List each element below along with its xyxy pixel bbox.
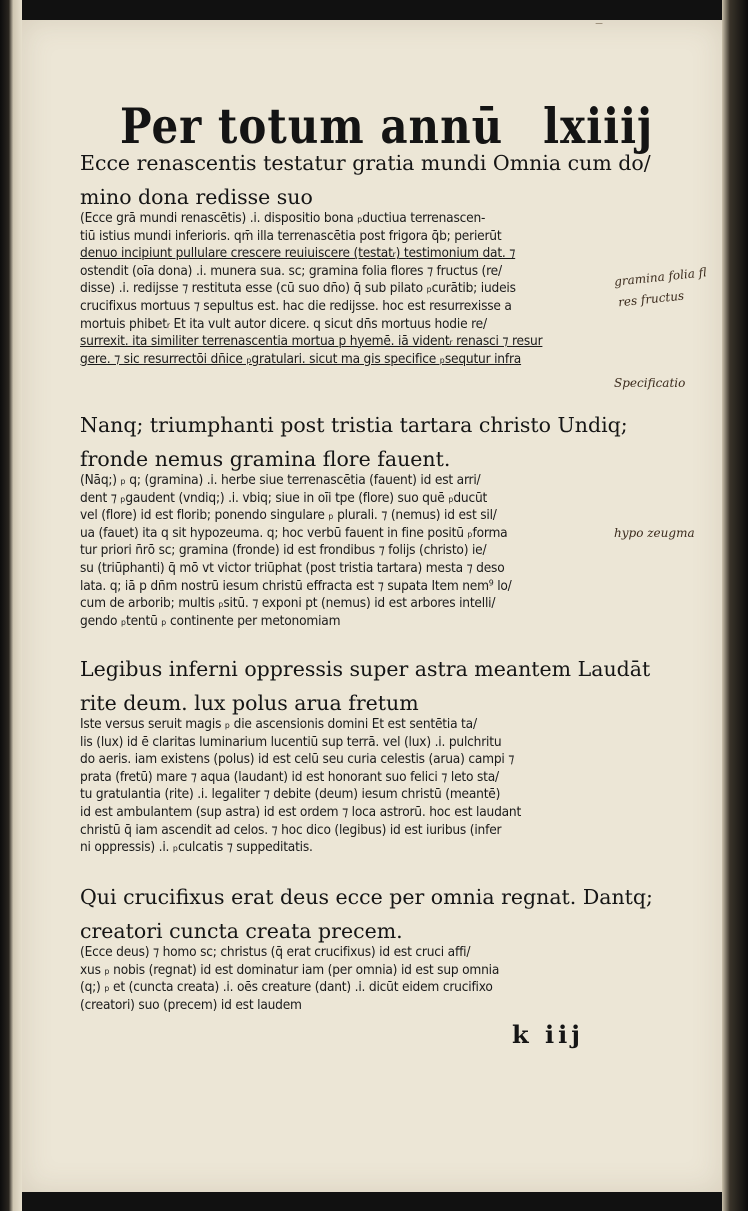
- gloss-1: [80, 210, 636, 368]
- gloss-line: surrexit. ita similiter terrenascentia mortua p hyemē. iā videntᵣ renasci ⁊ resur: [80, 333, 543, 350]
- gloss-line: gendo ₚtentū ₚ continente per metonomiam: [80, 612, 341, 629]
- gloss-line: gere. ⁊ sic resurrectōi dn̄ice ₚgratulari. sicut ma gis specifice ₚsequtur infra: [80, 350, 522, 367]
- gloss-line: ua (fauet) ita q sit hypozeuma. q; hoc verbū fauent in fine positū ₚforma: [80, 524, 508, 541]
- gloss-line: Iste versus seruit magis ₚ die ascensionis domini Et est sentētia ta/: [80, 716, 477, 732]
- verse-line: creatori cuncta creata precem.: [80, 919, 403, 943]
- verse-3: [80, 652, 651, 720]
- gloss-3: [80, 716, 636, 857]
- gloss-line: crucifixus mortuus ⁊ sepultus est. hac die redijsse. hoc est resurrexisse a: [80, 297, 512, 314]
- gloss-line: lis (lux) id ē claritas luminarium lucentiū sup terrā. vel (lux) .i. pulchritu: [80, 733, 502, 750]
- marginal-note: gramina folia fl: [613, 265, 708, 289]
- gloss-line: lata. q; iā p dn̄m nostrū iesum christū effracta est ⁊ supata Item nem⁹ lo/: [80, 577, 512, 594]
- verse-1: [80, 146, 651, 214]
- gloss-line: su (triūphanti) q̄ mō vt victor triūphat (post tristia tartara) mesta ⁊ deso: [80, 559, 505, 576]
- gloss-2: [80, 472, 636, 630]
- verse-line: mino dona redisse suo: [80, 185, 313, 209]
- corner-mark: ͞͞: [596, 20, 598, 33]
- gloss-line: disse) .i. redijsse ⁊ restituta esse (cū suo dn̄o) q̄ sub pilato ₚcurātib; iudeis: [80, 280, 516, 297]
- signature-mark: k iij: [512, 1020, 584, 1049]
- gloss-line: cum de arborib; multis ₚsitū. ⁊ exponi pt (nemus) id est arbores intelli/: [80, 595, 496, 612]
- right-page-edge: [722, 0, 748, 1211]
- gloss-line: id est ambulantem (sup astra) id est ordem ⁊ loca astrorū. hoc est laudant: [80, 803, 522, 820]
- marginal-note: res fructus: [617, 288, 685, 310]
- gloss-line: mortuis phibetᵣ Et ita vult autor dicere. q sicut dn̄s mortuus hodie re/: [80, 315, 487, 332]
- left-page-edge: [0, 0, 22, 1211]
- book-page: [22, 20, 722, 1192]
- verse-2: [80, 408, 632, 476]
- marginal-note: hypo zeugma: [614, 526, 695, 540]
- gloss-line: prata (fretū) mare ⁊ aqua (laudant) id est honorant suo felici ⁊ leto sta/: [80, 768, 499, 785]
- running-head-title: Per totum annū: [120, 98, 504, 155]
- verse-line: Ecce renascentis testatur gratia mundi Omnia cum do/: [80, 151, 651, 175]
- gloss-line: tiū istius mundi inferioris. qm̄ illa terrenascētia post frigora q̄b; perierūt: [80, 227, 502, 244]
- verse-4: [80, 880, 653, 948]
- gloss-line: (Ecce grā mundi renascētis) .i. dispositio bona ₚductiua terrenascen-: [80, 210, 486, 226]
- gloss-4: [80, 944, 636, 1014]
- gloss-line: vel (flore) id est florib; ponendo singulare ₚ plurali. ⁊ (nemus) id est sil/: [80, 507, 497, 524]
- gloss-line: tu gratulantia (rite) .i. legaliter ⁊ debite (deum) iesum christū (meantē): [80, 786, 501, 803]
- verse-line: Qui crucifixus erat deus ecce per omnia regnat. Dantq;: [80, 885, 653, 909]
- verse-line: Nanq; triumphanti post tristia tartara christo Undiq;: [80, 413, 628, 437]
- gloss-line: (creatori) suo (precem) id est laudem: [80, 996, 302, 1013]
- verse-line: rite deum. lux polus arua fretum: [80, 691, 419, 715]
- gloss-line: tur priori n̄rō sc; gramina (fronde) id est frondibus ⁊ folijs (christo) ie/: [80, 542, 487, 559]
- verse-line: Legibus inferni oppressis super astra meantem Laudāt: [80, 657, 651, 681]
- folio-number: lxiiij: [543, 98, 654, 155]
- verse-line: fronde nemus gramina flore fauent.: [80, 447, 451, 471]
- gloss-line: xus ₚ nobis (regnat) id est dominatur iam (per omnia) id est sup omnia: [80, 961, 500, 978]
- gloss-line: do aeris. iam existens (polus) id est celū seu curia celestis (arua) campi ⁊: [80, 751, 515, 768]
- gloss-line: ostendit (oīa dona) .i. munera sua. sc; gramina folia flores ⁊ fructus (re/: [80, 262, 502, 279]
- marginal-note: Specificatio: [614, 376, 686, 390]
- gloss-line: ni oppressis) .i. ₚculcatis ⁊ suppeditatis.: [80, 839, 313, 856]
- gloss-line: christū q̄ iam ascendit ad celos. ⁊ hoc dico (legibus) id est iuribus (infer: [80, 821, 502, 838]
- gloss-line: denuo incipiunt pullulare crescere reuiuiscere (testatᵣ) testimonium dat. ⁊: [80, 245, 516, 262]
- gloss-line: (Nāq;) ₚ q; (gramina) .i. herbe siue terrenascētia (fauent) id est arri/: [80, 472, 481, 488]
- gloss-line: (q;) ₚ et (cuncta creata) .i. oēs creature (dant) .i. dicūt eidem crucifixo: [80, 979, 493, 996]
- gloss-line: dent ⁊ ₚgaudent (vndiq;) .i. vbiq; siue in oīi tpe (flore) suo quē ₚducūt: [80, 489, 488, 506]
- gloss-line: (Ecce deus) ⁊ homo sc; christus (q̄ erat crucifixus) id est cruci affi/: [80, 944, 471, 960]
